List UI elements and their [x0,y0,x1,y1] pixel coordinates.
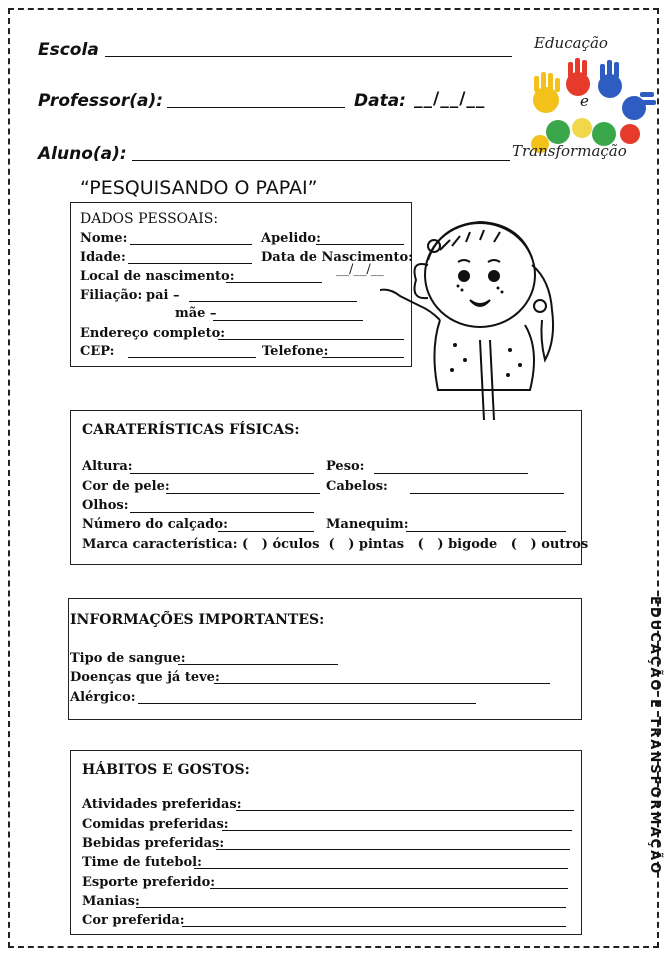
activities-label: Atividades preferidas: [82,797,242,812]
personal-heading: DADOS PESSOAIS: [80,211,219,227]
size-field[interactable] [406,531,566,532]
school-field[interactable] [105,56,512,57]
logo [512,30,658,168]
logo-line1: Educação [534,34,608,52]
size-label: Manequim: [326,517,409,532]
teacher-label: Professor(a): [38,91,164,111]
weight-field[interactable] [374,473,528,474]
logo-line2: e [580,92,589,110]
blood-label: Tipo de sangue: [70,651,186,666]
diseases-field[interactable] [214,683,550,684]
foods-field[interactable] [222,830,572,831]
eyes-field[interactable] [130,512,314,513]
activities-field[interactable] [236,810,574,811]
mother-label: mãe – [175,306,217,321]
age-label: Idade: [80,250,126,265]
drinks-field[interactable] [216,849,570,850]
height-label: Altura: [82,459,133,474]
shoe-label: Número do calçado: [82,517,228,532]
important-heading: INFORMAÇÕES IMPORTANTES: [70,612,325,628]
color-label: Cor preferida: [82,913,185,928]
date-field[interactable]: __/__/__ [414,89,486,109]
date-label: Data: [354,91,406,111]
phone-label: Telefone: [262,344,329,359]
logo-line3: Transformação [512,142,627,160]
color-field[interactable] [182,926,566,927]
hair-label: Cabelos: [326,479,388,494]
skin-field[interactable] [166,493,320,494]
sport-field[interactable] [210,888,568,889]
father-label: pai – [146,288,180,303]
age-field[interactable] [128,263,252,264]
father-field[interactable] [189,301,357,302]
girl-illustration-icon [380,210,560,430]
team-field[interactable] [194,868,568,869]
filiation-label: Filiação: [80,288,143,303]
teacher-field[interactable] [167,107,345,108]
manias-label: Manias: [82,894,140,909]
name-label: Nome: [80,231,128,246]
team-label: Time de futebol: [82,855,202,870]
nickname-label: Apelido: [261,231,321,246]
mother-field[interactable] [213,320,363,321]
name-field[interactable] [130,244,252,245]
page-title: “PESQUISANDO O PAPAI” [80,177,318,199]
birth-date-field[interactable]: __/__/__ [336,262,384,277]
drinks-label: Bebidas preferidas: [82,836,225,851]
hair-field[interactable] [410,493,564,494]
mark-options[interactable]: Marca característica: ( ) óculos ( ) pintas ( ) bigode ( ) outros [82,537,589,552]
birthplace-label: Local de nascimento: [80,269,235,284]
side-watermark: EDUCAÇÃO E TRANSFORMAÇÃO [647,596,662,876]
student-field[interactable] [132,160,510,161]
allergic-field[interactable] [138,703,476,704]
shoe-field[interactable] [218,531,314,532]
birthplace-field[interactable] [226,282,322,283]
school-label: Escola [38,40,99,60]
address-field[interactable] [218,339,404,340]
cep-field[interactable] [128,357,256,358]
eyes-label: Olhos: [82,498,129,513]
habits-heading: HÁBITOS E GOSTOS: [82,762,250,778]
physical-heading: CARATERÍSTICAS FÍSICAS: [82,422,300,438]
skin-label: Cor de pele: [82,479,170,494]
cep-label: CEP: [80,344,115,359]
birth-date-label: Data de Nascimento: [261,250,413,265]
blood-field[interactable] [178,664,338,665]
height-field[interactable] [130,473,314,474]
sport-label: Esporte preferido: [82,875,216,890]
diseases-label: Doenças que já teve: [70,670,220,685]
student-label: Aluno(a): [38,144,127,164]
address-label: Endereço completo: [80,326,226,341]
weight-label: Peso: [326,459,365,474]
foods-label: Comidas preferidas: [82,817,229,832]
allergic-label: Alérgico: [70,690,136,705]
manias-field[interactable] [136,907,566,908]
